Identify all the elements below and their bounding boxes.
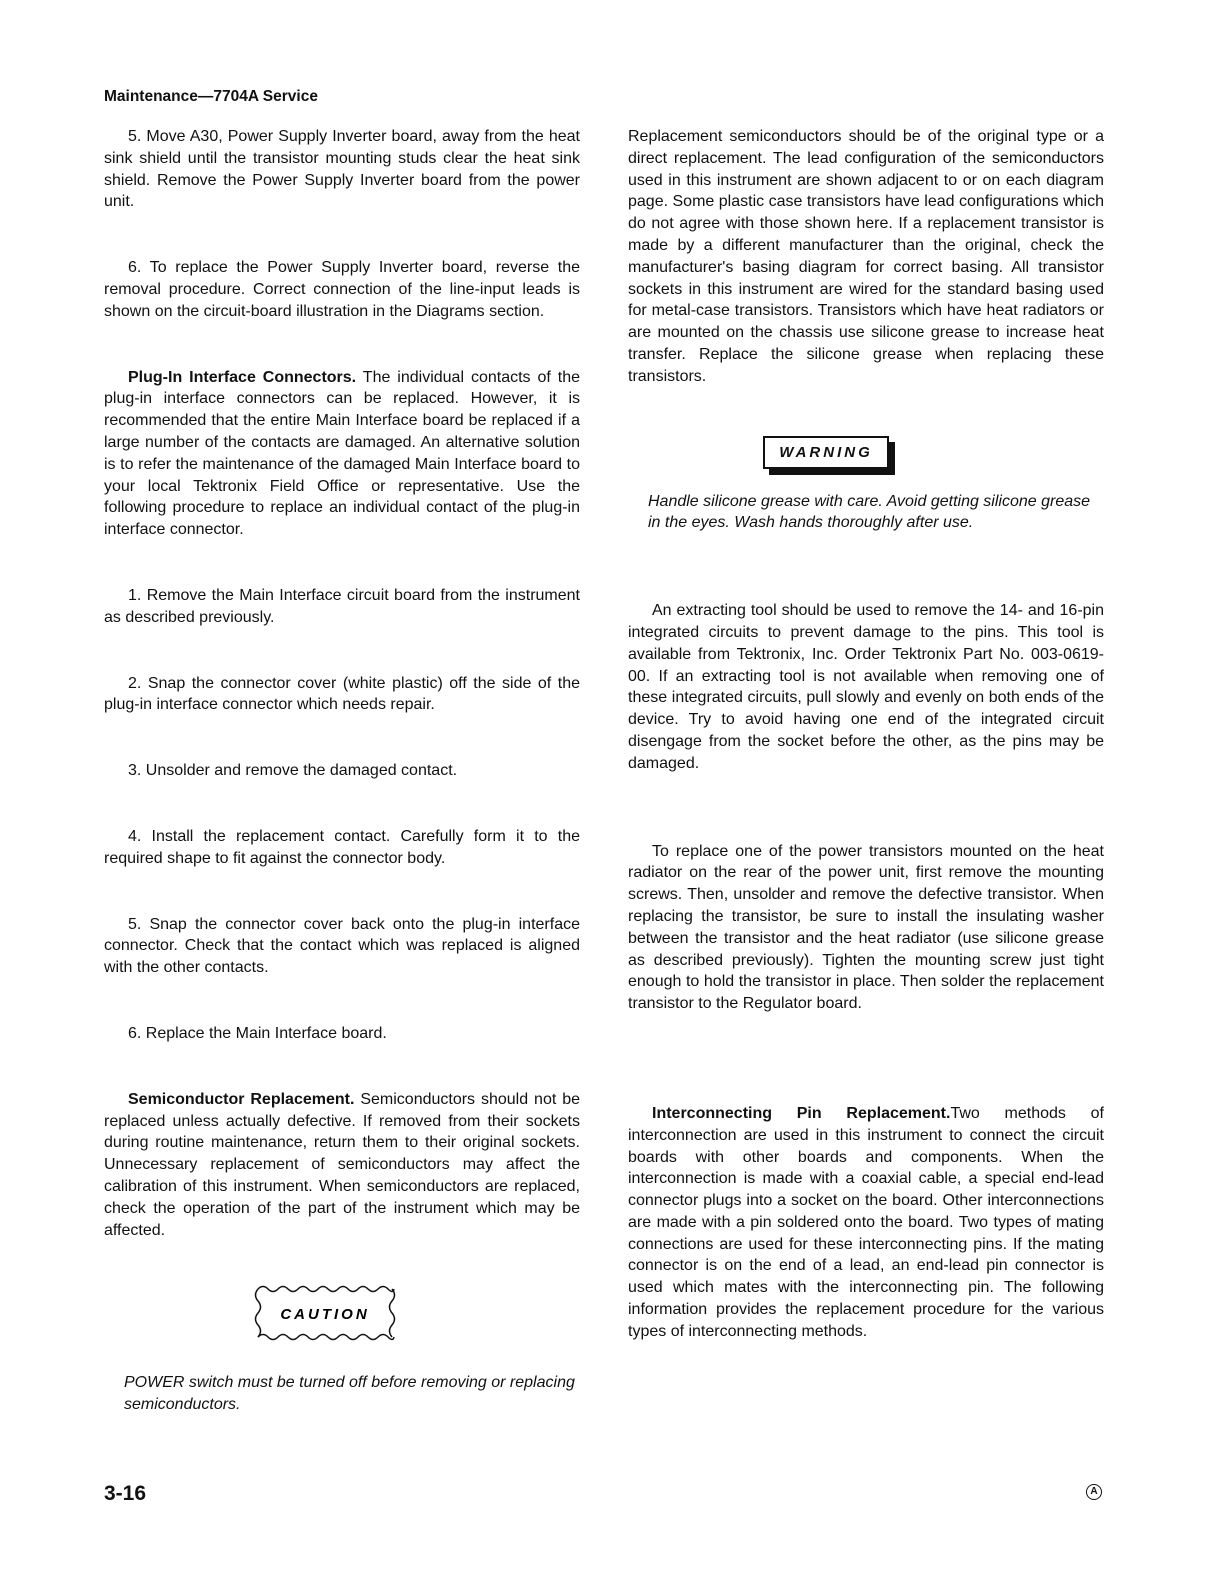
connector-step-1: 1. Remove the Main Interface circuit board from the instrument as described previously. [104, 586, 580, 626]
connector-step-2: 2. Snap the connector cover (white plastic) off the side of the plug-in interface connector which needs repair. [104, 674, 580, 714]
warning-text: Handle silicone grease with care. Avoid getting silicone grease in the eyes. Wash hands thoroughly after use. [648, 492, 1091, 532]
caution-label: CAUTION [280, 1306, 370, 1324]
connector-step-3: 3. Unsolder and remove the damaged contact. [128, 762, 458, 780]
connector-step-4: 4. Install the replacement contact. Carefully form it to the required shape to fit against the connector body. [104, 827, 580, 867]
replacement-semiconductors-paragraph: Replacement semiconductors should be of the original type or a direct replacement. The lead configuration of the semiconductors used in this instrument are shown adjacent to or on each diagram page. Some plastic case transistors have lead configurations which do not agree with those shown here. If a replacement transistor is made by a different manufacturer than the original, check the manufacturer's basing diagram for correct basing. All transistor sockets in this instrument are wired for the standard basing used for metal-case transistors. Transistors which have heat radiators or are mounted on the chassis use silicone grease to increase heat transfer. Replace the silicone grease when replacing these transistors. [628, 128, 1104, 385]
semiconductor-replacement-paragraph [104, 1089, 580, 1242]
page-number: 3-16 [104, 1482, 147, 1505]
plugin-connectors-heading: Plug-In Interface Connectors. [128, 368, 357, 386]
inverter-step-5: 5. Move A30, Power Supply Inverter board, away from the heat sink shield until the transistor mounting studs clear the heat sink shield. Remove the Power Supply Inverter board from the power unit. [104, 128, 580, 211]
plugin-connectors-text: The individual contacts of the plug-in interface connectors can be replaced. However, it is recommended that the entire Main Interface board be replaced if a large number of the contacts are damaged. An alternative solution is to refer the maintenance of the damaged Main Interface board to your local Tektronix Field Office or representative. Use the following procedure to replace an individual contact of the plug-in interface connector. [104, 368, 581, 539]
interconnecting-pin-text: Two methods of interconnection are used in this instrument to connect the circuit boards with other boards and components. When the interconnection is made with a coaxial cable, a special end-lead connector plugs into a socket on the board. Other interconnections are made with a pin soldered onto the board. Two types of mating connections are used for these interconnecting pins. If the mating connector is on the end of a lead, an end-lead pin connector is used which mates with the interconnecting pin. The following information provides the replacement procedure for the various types of interconnecting methods. [628, 1104, 1104, 1340]
interconnecting-pin-heading: Interconnecting Pin Replacement. [652, 1104, 951, 1122]
semiconductor-replacement-text: Semiconductors should not be replaced unless actually defective. If removed from their sockets during routine maintenance, return them to their original sockets. Unnecessary replacement of semiconductors may affect the calibration of this instrument. When semiconductors are replaced, check the operation of the part of the instrument which may be affected. [104, 1090, 580, 1239]
plugin-connectors-paragraph [104, 367, 580, 541]
connector-step-6: 6. Replace the Main Interface board. [128, 1024, 387, 1042]
semiconductor-replacement-heading: Semiconductor Replacement. [128, 1090, 355, 1108]
revision-mark-icon: A [1086, 1484, 1102, 1500]
caution-label-box [250, 1281, 400, 1345]
page-header: Maintenance—7704A Service [104, 88, 318, 105]
warning-label: WARNING [763, 436, 889, 469]
power-transistor-paragraph: To replace one of the power transistors mounted on the heat radiator on the rear of the power unit, first remove the mounting screws. Then, unsolder and remove the defective transistor. When replacing the transistor, be sure to install the insulating washer between the transistor and the heat radiator (use silicone grease as described previously). Tighten the mounting screw just tight enough to hold the transistor in place. Then solder the replacement transistor to the Regulator board. [628, 842, 1104, 1013]
left-column [104, 126, 580, 1416]
interconnecting-pin-paragraph [628, 1103, 1104, 1343]
extracting-tool-paragraph: An extracting tool should be used to remove the 14- and 16-pin integrated circuits to prevent damage to the pins. This tool is available from Tektronix, Inc. Order Tektronix Part No. 003-0619-00. If an extracting tool is not available when removing one of these integrated circuits, pull slowly and evenly on both ends of the device. Try to avoid having one end of the integrated circuit disengage from the socket before the other, as the pins may be damaged. [628, 602, 1104, 772]
connector-step-5: 5. Snap the connector cover back onto the plug-in interface connector. Check that the contact which was replaced is aligned with the other contacts. [104, 915, 580, 977]
caution-text: POWER switch must be turned off before removing or replacing semiconductors. [124, 1374, 575, 1414]
inverter-step-6: 6. To replace the Power Supply Inverter board, reverse the removal procedure. Correct connection of the line-input leads is shown on the circuit-board illustration in the Diagrams section. [104, 259, 580, 320]
right-column [628, 126, 1104, 1343]
